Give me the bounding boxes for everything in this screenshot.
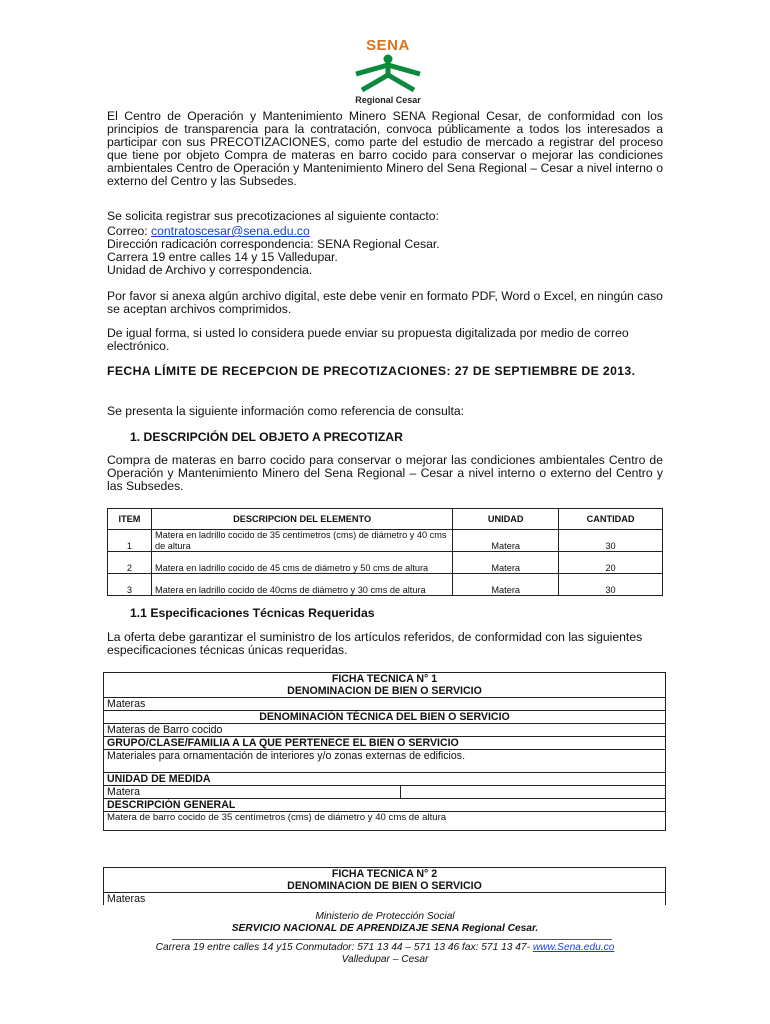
contact-address: Dirección radicación correspondencia: SENA Regional Cesar.: [107, 237, 440, 251]
row-description: Matera en ladrillo cocido de 40cms de diámetro y 30 cms de altura: [151, 574, 452, 596]
ficha-tecnica-1: [103, 672, 666, 831]
header-unit: UNIDAD: [453, 509, 559, 530]
ficha1-desc-value: Matera de barro cocido de 35 centímetros (cms) de diámetro y 40 cms de altura: [104, 811, 665, 830]
ficha1-group-value: Materiales para ornamentación de interiores y/o zonas externas de edificios.: [104, 749, 665, 772]
logo-word: SENA: [366, 37, 410, 54]
footer-website-link[interactable]: www.Sena.edu.co: [532, 942, 615, 953]
ficha1-group-header: GRUPO/CLASE/FAMILIA A LA QUE PERTENECE EL BIEN O SERVICIO: [104, 736, 665, 749]
items-table: [107, 508, 663, 596]
row-description: Matera en ladrillo cocido de 35 centímetros (cms) de diámetro y 40 cms de altura: [151, 530, 452, 552]
email-link[interactable]: contratoscesar@sena.edu.co: [151, 224, 310, 238]
footer-city: Valledupar – Cesar: [341, 954, 429, 965]
footer-service: SERVICIO NACIONAL DE APRENDIZAJE SENA Regional Cesar.: [231, 923, 539, 934]
ficha1-unit-row: [104, 785, 665, 798]
contact-unit: Unidad de Archivo y correspondencia.: [107, 263, 313, 277]
email-label: Correo:: [107, 224, 152, 238]
intro-paragraph: El Centro de Operación y Mantenimiento Minero SENA Regional Cesar, de conformidad con los principios de transparencia para la contratación, convoca públicamente a todos los interesados a participar con sus PRECOTIZACIONES, como parte del estudio de mercado a registrar del proceso que tiene por objeto Compra de materas en barro cocido para conservar o mejorar las condiciones ambientales Centro de Operación y Mantenimiento Minero del Sena Regional – Cesar a nivel interno o externo del Centro y las Subsedes.: [107, 109, 663, 189]
row-quantity: 20: [559, 552, 663, 574]
ficha1-denom-value: Materas: [104, 697, 665, 710]
ficha1-desc-header: DESCRIPCIÓN GENERAL: [104, 798, 665, 811]
row-unit: Matera: [453, 574, 559, 596]
footer-address-line: [0, 942, 770, 954]
attachments-note: Por favor si anexa algún archivo digital, este debe venir en formato PDF, Word o Excel, en ningún caso se aceptan archivos comprimidos.: [107, 289, 663, 317]
section1-body: Compra de materas en barro cocido para conservar o mejorar las condiciones ambientales Centro de Operación y Mantenimiento Minero del Sena Regional – Cesar a nivel interno o externo del Centro y las Subsedes.: [107, 453, 663, 494]
ficha1-denom-header: DENOMINACION DE BIEN O SERVICIO: [287, 685, 482, 697]
table-row: [108, 530, 663, 552]
logo-subtitle: Regional Cesar: [355, 95, 421, 105]
section1-title: 1. DESCRIPCIÓN DEL OBJETO A PRECOTIZAR: [130, 430, 403, 444]
section11-body: La oferta debe garantizar el suministro de los artículos referidos, de conformidad con las siguientes especificaciones técnicas únicas requeridas.: [107, 630, 643, 658]
row-quantity: 30: [559, 530, 663, 552]
ficha1-tech-header: DENOMINACIÓN TÉCNICA DEL BIEN O SERVICIO: [104, 710, 665, 723]
row-item: 1: [108, 530, 152, 552]
reference-intro: Se presenta la siguiente información como referencia de consulta:: [107, 404, 465, 418]
ficha2-title-block: [104, 868, 665, 892]
table-row: [108, 574, 663, 596]
ficha1-unit-value: Matera: [104, 786, 401, 798]
digital-note: De igual forma, si usted lo considera puede enviar su propuesta digitalizada por medio de correo electrónico.: [107, 326, 629, 354]
row-unit: Matera: [453, 552, 559, 574]
row-item: 2: [108, 552, 152, 574]
ficha1-title: FICHA TECNICA N° 1: [331, 673, 438, 685]
footer-divider: [172, 939, 612, 940]
row-unit: Matera: [453, 530, 559, 552]
sena-figure-icon: [348, 54, 428, 94]
deadline-notice: FECHA LÍMITE DE RECEPCION DE PRECOTIZACIONES: 27 DE SEPTIEMBRE DE 2013.: [107, 364, 636, 378]
contact-lead: Se solicita registrar sus precotizaciones al siguiente contacto:: [107, 209, 439, 223]
header-description: DESCRIPCION DEL ELEMENTO: [151, 509, 452, 530]
ficha2-title: FICHA TECNICA N° 2: [331, 868, 438, 880]
ficha2-denom-header: DENOMINACION DE BIEN O SERVICIO: [287, 880, 482, 892]
ficha1-title-block: [104, 673, 665, 697]
ficha2-denom-value: Materas: [104, 892, 665, 905]
section11-title: 1.1 Especificaciones Técnicas Requeridas: [130, 606, 375, 620]
ficha1-unit-header: UNIDAD DE MEDIDA: [104, 772, 665, 785]
ficha-tecnica-2: [103, 867, 666, 905]
table-row: [108, 552, 663, 574]
row-quantity: 30: [559, 574, 663, 596]
header-quantity: CANTIDAD: [559, 509, 663, 530]
header-item: ITEM: [108, 509, 152, 530]
footer-address: Carrera 19 entre calles 14 y15 Conmutador: 571 13 44 – 571 13 46 fax: 571 13 47-: [155, 942, 533, 953]
footer-ministry: Ministerio de Protección Social: [315, 911, 455, 922]
ficha1-tech-value: Materas de Barro cocido: [104, 723, 665, 736]
row-item: 3: [108, 574, 152, 596]
sena-logo: [340, 38, 436, 106]
row-description: Matera en ladrillo cocido de 45 cms de diámetro y 50 cms de altura: [151, 552, 452, 574]
items-header-row: [108, 509, 663, 530]
contact-street: Carrera 19 entre calles 14 y 15 Valledupar.: [107, 250, 338, 264]
